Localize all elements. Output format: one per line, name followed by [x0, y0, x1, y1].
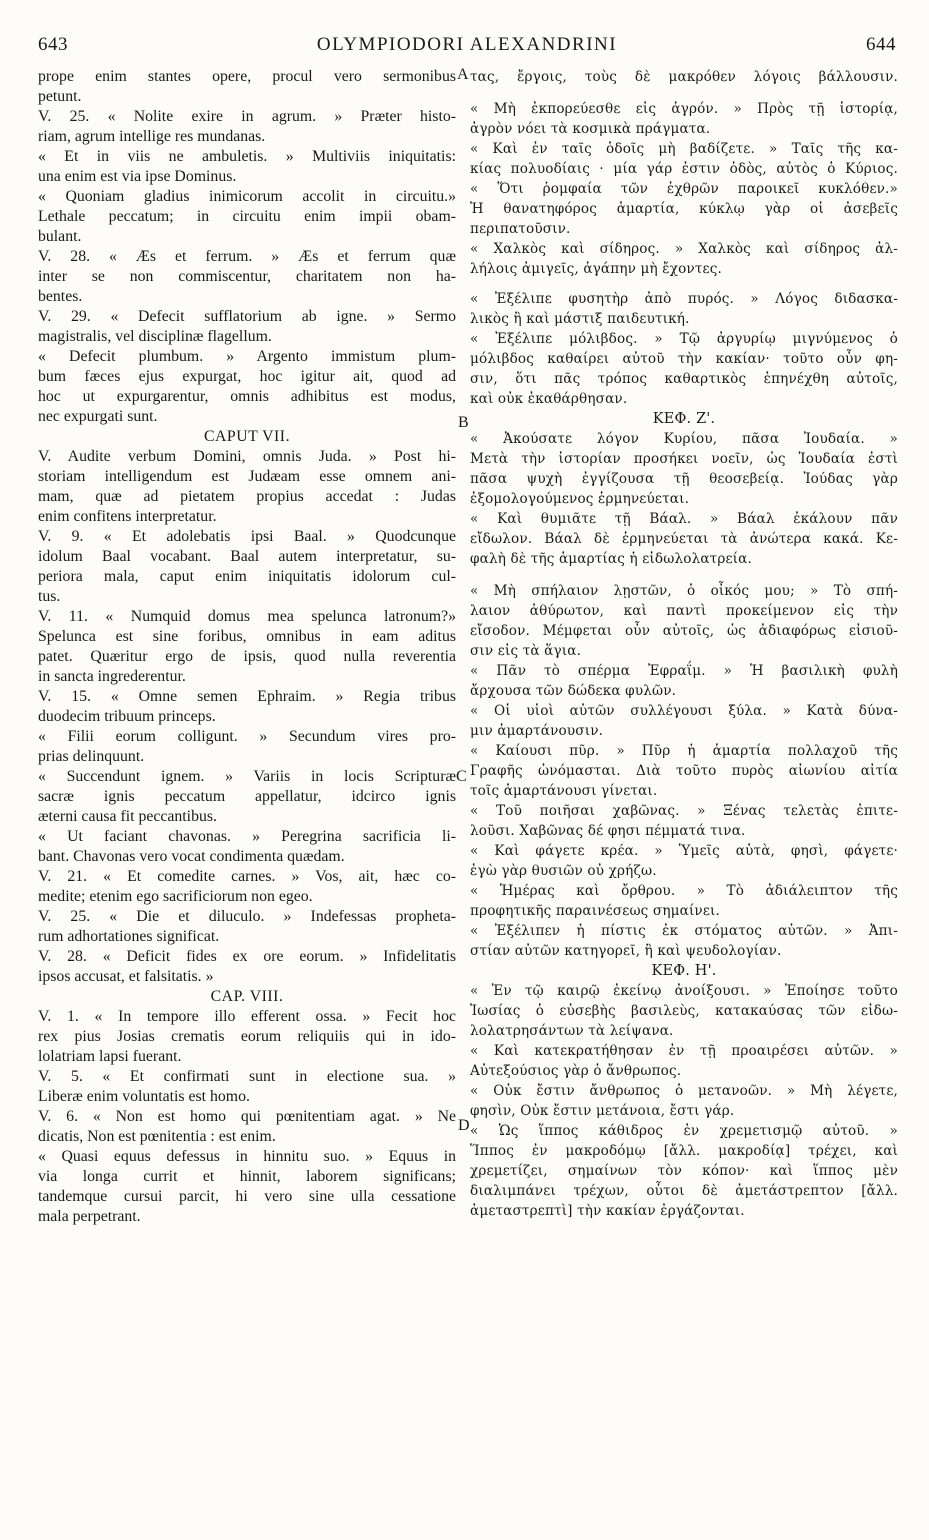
- latin-text-line: mala perpetrant.: [38, 1208, 141, 1225]
- latin-text-line: storiam intelligendum est Judæam esse omnem ani-: [38, 468, 456, 485]
- greek-text-line: ἀγρὸν νόει τὰ κοσμικὰ πράγματα.: [470, 121, 711, 137]
- latin-text-line: Lethale peccatum; in circuitu enim impii obam-: [38, 208, 456, 225]
- latin-text-line: « Quasi equus defessus in hinnitu suo. » Equus in: [38, 1148, 456, 1165]
- greek-text-line: ΚΕΦ. Η'.: [651, 963, 717, 979]
- greek-text-line: σιν, ὅτι πᾶς τρόπος καθαρτικὸς ἐπηνέχθη αὐτοῖς,: [470, 371, 898, 387]
- greek-text-line: τοῖς ἁμαρτάνουσι γίνεται.: [470, 783, 658, 799]
- greek-text-line: ἀμεταστρεπτὶ] τὴν κακίαν ἐργάζονται.: [470, 1203, 745, 1219]
- greek-text-line: « Χαλκὸς καὶ σίδηρος. » Χαλκὸς καὶ σίδηρος ἀλ-: [470, 241, 898, 257]
- latin-text-line: prias delinquunt.: [38, 748, 145, 765]
- greek-text-line: διαλιμπάνει τρέχων, οὗτοι δὲ ἀμετάστρεπτον [ἄλλ.: [470, 1183, 898, 1199]
- latin-text-line: V. 1. « In tempore illo efferent ossa. » Fecit hoc: [38, 1008, 456, 1025]
- latin-text-line: via longa currit et hinnit, laborem significans;: [38, 1168, 456, 1185]
- greek-text-line: Ἰωσίας ὁ εὐσεβὴς βασιλεὺς, κατακαύσας τῶν εἰδω-: [470, 1003, 898, 1019]
- latin-text-line: V. 11. « Numquid domus mea spelunca latronum?»: [38, 608, 456, 625]
- greek-text-line: « Ἐν τῷ καιρῷ ἐκείνῳ ἀνοίξουσι. » Ἐποίησε τοῦτο: [470, 983, 898, 999]
- greek-text-line: προφητικῆς παραινέσεως σημαίνει.: [470, 903, 720, 919]
- latin-text-line: « Ut faciant chavonas. » Peregrina sacrificia li-: [38, 828, 456, 845]
- latin-text-line: CAP. VIII.: [210, 988, 284, 1005]
- latin-text-line: enim confitens interpretatur.: [38, 508, 217, 525]
- latin-text-line: V. 25. « Nolite exire in agrum. » Præter histo-: [38, 108, 456, 125]
- latin-text-line: ipsos accusat, et falsitatis. »: [38, 968, 214, 985]
- greek-text-line: Μετὰ τὴν ἱστορίαν προσήκει νοεῖν, ὡς Ἰουδαία ἐστὶ: [470, 451, 898, 467]
- page-header: [38, 34, 896, 62]
- greek-text-line: « Ἐξέλιπε φυσητὴρ ἀπὸ πυρός. » Λόγος διδασκα-: [470, 291, 898, 307]
- running-title: OLYMPIODORI ALEXANDRINI: [316, 34, 618, 55]
- margin-letter-d: D: [458, 1117, 470, 1134]
- latin-text-line: petunt.: [38, 88, 82, 105]
- latin-text-line: V. 15. « Omne semen Ephraim. » Regia tribus: [38, 688, 456, 705]
- latin-text-line: duodecim tribuum princeps.: [38, 708, 216, 725]
- latin-text-line: dicatis, Non est pœnitentia : est enim.: [38, 1128, 276, 1145]
- latin-text-line: hoc ut expurgarentur, omnis adhibitus est modus,: [38, 388, 456, 405]
- latin-text-line: mam, quæ ad pietatem propius accedat : Judas: [38, 488, 456, 505]
- greek-text-line: Γραφῆς ὠνόμασται. Διὰ τοῦτο πυρὸς αἰωνίου αἰτία: [470, 763, 898, 779]
- latin-text-line: « Succendunt ignem. » Variis in locis Scripturæ: [38, 768, 456, 785]
- latin-text-line: V. Audite verbum Domini, omnis Juda. » Post hi-: [38, 448, 456, 465]
- greek-text-line: μόλιβδος καθαίρει αὐτοῦ τὴν κακίαν· τοῦτο οὖν φη-: [470, 351, 898, 367]
- margin-letter-b: B: [458, 414, 469, 431]
- latin-text-line: V. 28. « Æs et ferrum. » Æs et ferrum quæ: [38, 248, 456, 265]
- greek-text-line: περιπατοῦσιν.: [470, 221, 571, 237]
- greek-text-line: χρεμετίζει, σημαίνων τὸν κόπον· καὶ ἵππος μὲν: [470, 1163, 898, 1179]
- greek-text-line: καὶ οὐκ ἐκαθάρθησαν.: [470, 391, 628, 407]
- greek-text-line: λαιον ἀθύρωτον, καὶ παντὶ προκείμενον εἰς τὴν: [470, 603, 898, 619]
- latin-text-line: bentes.: [38, 288, 83, 305]
- latin-text-line: « Et in viis ne ambuletis. » Multiviis iniquitatis:: [38, 148, 456, 165]
- greek-text-line: σιν εἰς τὰ ἅγια.: [470, 643, 582, 659]
- latin-text-line: rum adhortationes significat.: [38, 928, 220, 945]
- latin-text-line: V. 25. « Die et diluculo. » Indefessas propheta-: [38, 908, 456, 925]
- latin-text-line: in sancta ingrederentur.: [38, 668, 186, 685]
- greek-text-line: λολατρησάντων τὰ λείψανα.: [470, 1023, 674, 1039]
- page-number-right: 644: [866, 34, 896, 55]
- greek-text-line: « Καὶ κατεκρατήθησαν ἐν τῇ προαιρέσει αὐτῶν. »: [470, 1043, 898, 1059]
- latin-text-line: nec expurgati sunt.: [38, 408, 158, 425]
- greek-text-line: ΚΕΦ. Ζ'.: [652, 411, 716, 427]
- greek-text-line: « Μὴ ἐκπορεύεσθε εἰς ἀγρόν. » Πρὸς τῇ ἱστορίᾳ,: [470, 101, 898, 117]
- greek-text-line: εἴσοδον. Μέμφεται οὖν αὐτοῖς, ὡς ἀδιαφόρως εἰσιοῦ-: [470, 623, 898, 639]
- greek-text-line: Ἡ θανατηφόρος ἁμαρτία, κύκλῳ γὰρ οἱ ἀσεβεῖς: [470, 201, 898, 217]
- greek-text-line: τας, ἔργοις, τοὺς δὲ μακρόθεν λόγοις βάλλουσιν.: [470, 69, 898, 85]
- latin-text-line: « Defecit plumbum. » Argento immistum plum-: [38, 348, 456, 365]
- latin-text-line: riam, agrum intellige res mundanas.: [38, 128, 266, 145]
- latin-text-line: periora mala, caput enim iniquitatis idolorum cul-: [38, 568, 456, 585]
- latin-text-line: una enim est via ipse Dominus.: [38, 168, 237, 185]
- greek-text-line: φαλὴ δὲ τῆς ἁμαρτίας ἡ εἰδωλολατρεία.: [470, 551, 752, 567]
- greek-text-line: « Ἐξέλιπε μόλιβδος. » Τῷ ἀργυρίῳ μιγνύμενος ὁ: [470, 331, 898, 347]
- latin-text-line: æterni causa fit peccantibus.: [38, 808, 217, 825]
- page-number-left: 643: [38, 34, 68, 55]
- greek-text-line: πᾶσα ψυχὴ ἐγγίζουσα τῇ θεοσεβείᾳ. Ἰούδας γὰρ: [470, 471, 898, 487]
- latin-text-line: CAPUT VII.: [203, 428, 291, 445]
- latin-text-line: bulant.: [38, 228, 82, 245]
- latin-text-line: V. 21. « Et comedite carnes. » Vos, ait, hæc co-: [38, 868, 456, 885]
- latin-text-line: tus.: [38, 588, 61, 605]
- greek-text-line: στίαν αὐτῶν κατηγορεῖ, ἢ καὶ ψευδολογίαν.: [470, 943, 782, 959]
- latin-text-line: bum fæces ejus expurgat, hoc igitur ait, quod ad: [38, 368, 456, 385]
- greek-text-line: « Πᾶν τὸ σπέρμα Ἐφραΐμ. » Ἡ βασιλικὴ φυλὴ: [470, 663, 898, 679]
- greek-text-line: μιν ἁμαρτάνουσιν.: [470, 723, 604, 739]
- latin-text-line: bant. Chavonas vero vocat condimenta quædam.: [38, 848, 345, 865]
- greek-text-line: ἄρχουσα τῶν δώδεκα φυλῶν.: [470, 683, 677, 699]
- latin-text-line: « Quoniam gladius inimicorum accolit in circuitu.»: [38, 188, 456, 205]
- greek-text-line: λικὸς ἢ καὶ μάστιξ παιδευτική.: [470, 311, 690, 327]
- margin-letter-c: C: [456, 768, 467, 785]
- greek-text-line: λοῦσι. Χαβῶνας δέ φησι πέμματά τινα.: [470, 823, 746, 839]
- greek-text-line: « Ὅτι ῥομφαία τῶν ἐχθρῶν παροικεῖ κυκλόθεν.»: [470, 181, 898, 197]
- greek-text-line: εἴδωλον. Βάαλ δὲ ἑρμηνεύεται τὰ ἀνώτερα κακά. Κε-: [470, 531, 898, 547]
- latin-text-line: V. 5. « Et confirmati sunt in electione sua. »: [38, 1068, 456, 1085]
- greek-text-line: « Οἱ υἱοὶ αὐτῶν συλλέγουσι ξύλα. » Κατὰ δύνα-: [470, 703, 898, 719]
- latin-text-line: V. 6. « Non est homo qui pœnitentiam agat. » Ne: [38, 1108, 456, 1125]
- latin-text-line: V. 9. « Et adolebatis ipsi Baal. » Quodcunque: [38, 528, 456, 545]
- latin-text-line: Spelunca est sine foribus, omnibus in eam aditus: [38, 628, 456, 645]
- greek-text-line: « Οὐκ ἔστιν ἄνθρωπος ὁ μετανοῶν. » Μὴ λέγετε,: [470, 1083, 898, 1099]
- margin-letter-a: A: [457, 66, 469, 83]
- latin-text-line: « Filii eorum colligunt. » Secundum vires pro-: [38, 728, 456, 745]
- latin-text-line: V. 29. « Defecit sufflatorium ab igne. » Sermo: [38, 308, 456, 325]
- greek-text-line: « Ἐξέλιπεν ἡ πίστις ἐκ στόματος αὐτῶν. » Ἀπι-: [470, 923, 898, 939]
- greek-text-line: « Μὴ σπήλαιον λῃστῶν, ὁ οἶκός μου; » Τὸ σπή-: [470, 583, 898, 599]
- latin-text-line: rex pius Josias crematis eorum reliquiis qui in ido-: [38, 1028, 456, 1045]
- greek-text-line: ἐξομολογούμενος ἑρμηνεύεται.: [470, 491, 690, 507]
- latin-text-line: Liberæ enim voluntatis est homo.: [38, 1088, 250, 1105]
- greek-text-line: Αὐτεξούσιος γὰρ ὁ ἄνθρωπος.: [470, 1063, 682, 1079]
- greek-text-line: « Τοῦ ποιῆσαι χαβῶνας. » Ξένας τελετὰς ἐπιτε-: [470, 803, 898, 819]
- latin-text-line: prope enim stantes opere, procul vero sermonibus: [38, 68, 456, 85]
- latin-text-line: magistralis, vel disciplinæ flagellum.: [38, 328, 272, 345]
- greek-text-line: « Ἡμέρας καὶ ὄρθρου. » Τὸ ἀδιάλειπτον τῆς: [470, 883, 898, 899]
- greek-text-line: « Ἀκούσατε λόγον Κυρίου, πᾶσα Ἰουδαία. »: [470, 431, 898, 447]
- greek-text-line: « Καὶ θυμιᾶτε τῇ Βάαλ. » Βάαλ ἐκάλουν πᾶν: [470, 511, 898, 527]
- latin-text-line: sacræ ignis peccatum appellatur, idcirco ignis: [38, 788, 456, 805]
- latin-text-line: medite; etenim ego sacrificiorum non egeo.: [38, 888, 313, 905]
- latin-text-line: idolum Baal vocabant. Baal autem interpretatur, su-: [38, 548, 456, 565]
- latin-text-line: inter se non commiscentur, charitatem non ha-: [38, 268, 456, 285]
- greek-text-line: « Καὶ ἐν ταῖς ὁδοῖς μὴ βαδίζετε. » Ταῖς τῆς κα-: [470, 141, 898, 157]
- greek-text-line: « Καίουσι πῦρ. » Πῦρ ἡ ἁμαρτία πολλαχοῦ τῆς: [470, 743, 898, 759]
- greek-text-line: λήλοις ἀμιγεῖς, ἀγάπην μὴ ἔχοντες.: [470, 261, 722, 277]
- latin-text-line: V. 28. « Deficit fides ex ore eorum. » Infidelitatis: [38, 948, 456, 965]
- greek-text-line: φησὶν, Οὐκ ἔστιν μετάνοια, ἔστι γάρ.: [470, 1103, 735, 1119]
- latin-text-line: patet. Quæritur ergo de ipsis, quod nulla reverentia: [38, 648, 456, 665]
- latin-text-line: lolatriam lapsi fuerant.: [38, 1048, 182, 1065]
- greek-text-line: « Ὡς ἵππος κάθιδρος ἐν χρεμετισμῷ αὐτοῦ. »: [470, 1123, 898, 1139]
- greek-text-line: ἐγὼ γὰρ θυσιῶν οὐ χρήζω.: [470, 863, 657, 879]
- latin-text-line: tandemque cursui parcit, hi vero sine ulla cessatione: [38, 1188, 456, 1205]
- greek-text-line: Ἵππος ἐν μακροδόμῳ [ἄλλ. μακροδίᾳ] τρέχει, καὶ: [470, 1143, 898, 1159]
- greek-text-line: κίας πολυοδίαις · μία γάρ ἐστιν ὁδὸς, αὐτὸς ὁ Κύριος.: [470, 161, 898, 177]
- greek-text-line: « Καὶ φάγετε κρέα. » Ὑμεῖς αὐτὰ, φησὶ, φάγετε·: [470, 843, 898, 859]
